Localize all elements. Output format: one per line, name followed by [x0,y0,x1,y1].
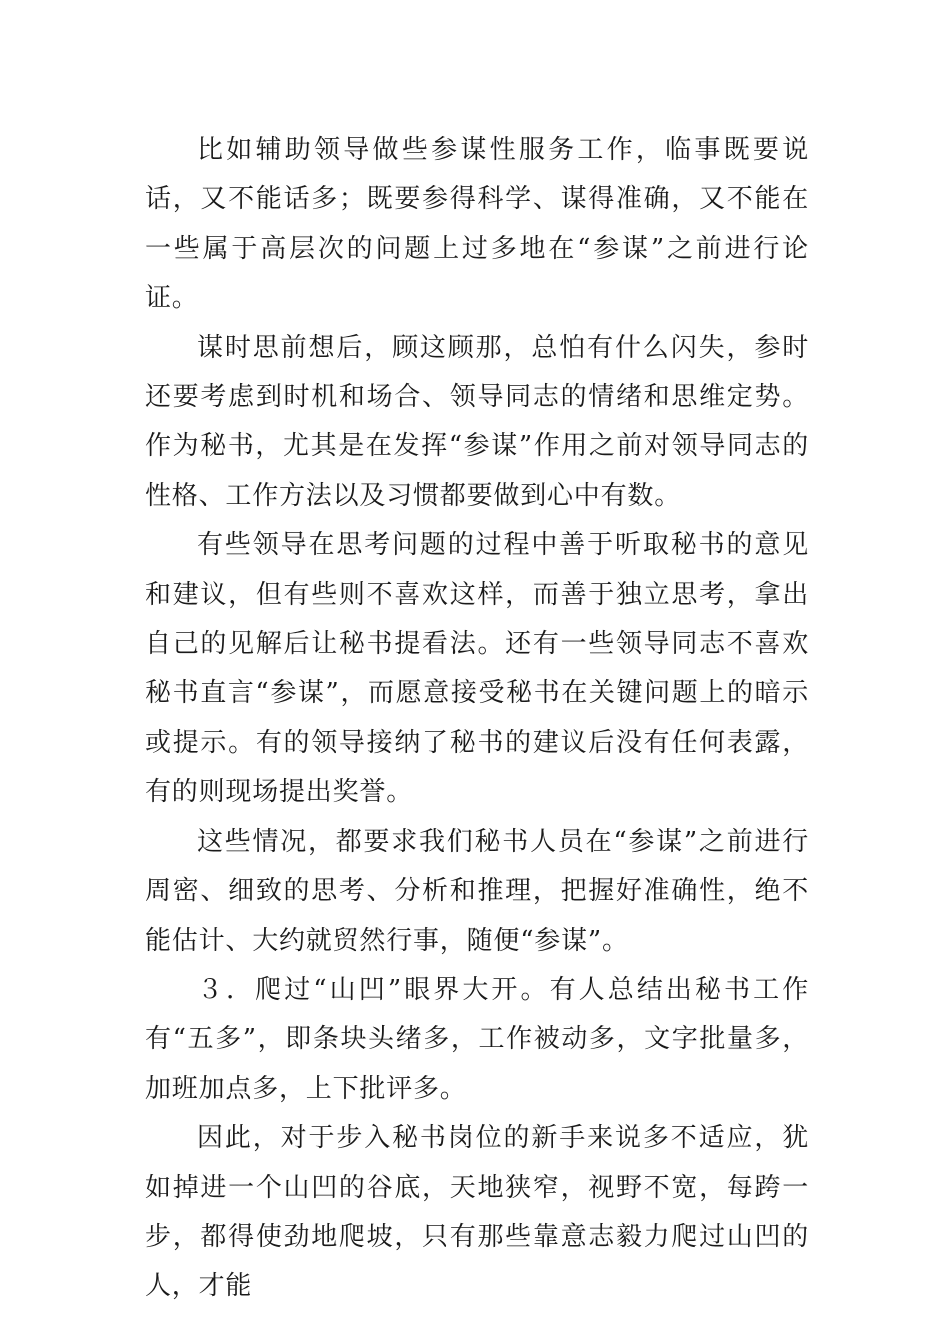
paragraph: 有些领导在思考问题的过程中善于听取秘书的意见和建议，但有些则不喜欢这样，而善于独立思考，拿出自己的见解后让秘书提看法。还有一些领导同志不喜欢秘书直言“参谋”，而愿意接受秘书在关键问题上的暗示或提示。有的领导接纳了秘书的建议后没有任何表露，有的则现场提出奖誉。 [145,530,809,808]
paragraph: 这些情况，都要求我们秘书人员在“参谋”之前进行周密、细致的思考、分析和推理，把握好准确性，绝不能估计、大约就贸然行事，随便“参谋”。 [145,826,809,956]
paragraph: 比如辅助领导做些参谋性服务工作，临事既要说话，又不能话多；既要参得科学、谋得准确，又不能在一些属于高层次的问题上过多地在“参谋”之前进行论证。 [145,135,809,314]
paragraph: 谋时思前想后，顾这顾那，总怕有什么闪失，参时还要考虑到时机和场合、领导同志的情绪和思维定势。作为秘书，尤其是在发挥“参谋”作用之前对领导同志的性格、工作方法以及习惯都要做到心中有数。 [145,332,809,511]
paragraph: ３．爬过“山凹”眼界大开。有人总结出秘书工作有“五多”，即条块头绪多，工作被动多，文字批量多，加班加点多，上下批评多。 [145,974,809,1104]
paragraph: 因此，对于步入秘书岗位的新手来说多不适应，犹如掉进一个山凹的谷底，天地狭窄，视野不宽，每跨一步，都得使劲地爬坡，只有那些靠意志毅力爬过山凹的人，才能 [145,1123,809,1302]
document-body [145,126,809,1312]
